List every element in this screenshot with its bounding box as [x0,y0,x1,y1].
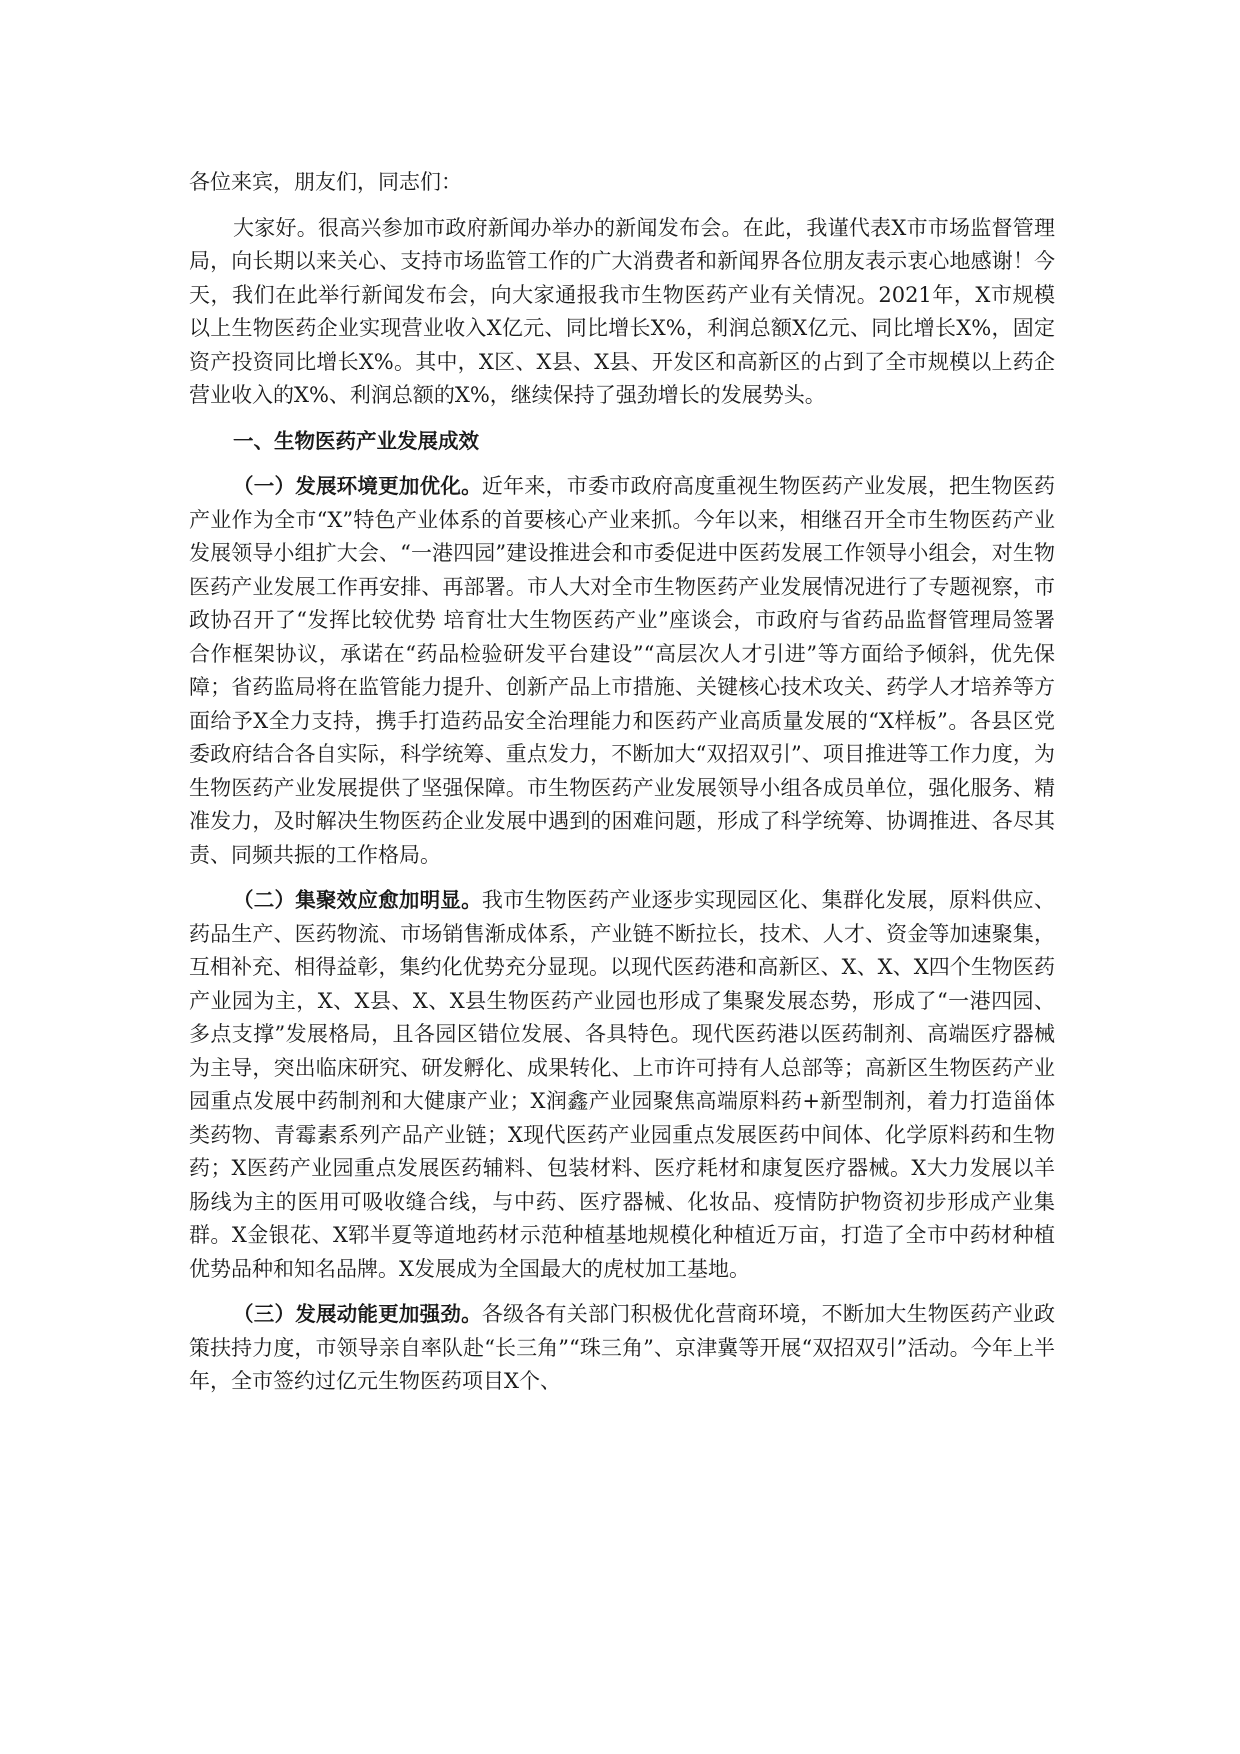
subsection-title-2: （二）集聚效应愈加明显。 [233,888,482,912]
subsection-paragraph-2 [189,884,1055,1286]
subsection-title-1: （一）发展环境更加优化。 [233,474,482,498]
subsection-body-1: 近年来，市委市政府高度重视生物医药产业发展，把生物医药产业作为全市“X”特色产业体系的首要核心产业来抓。今年以来，相继召开全市生物医药产业发展领导小组扩大会、“一港四园”建设推进会和市委促进中医药发展工作领导小组会，对生物医药产业发展工作再安排、再部署。市人大对全市生物医药产业发展情况进行了专题视察，市政协召开了“发挥比较优势 培育壮大生物医药产业”座谈会，市政府与省药品监督管理局签署合作框架协议，承诺在“药品检验研发平台建设”“高层次人才引进”等方面给予倾斜，优先保障；省药监局将在监管能力提升、创新产品上市措施、关键核心技术攻关、药学人才培养等方面给予X全力支持，携手打造药品安全治理能力和医药产业高质量发展的“X样板”。各县区党委政府结合各自实际，科学统筹、重点发力，不断加大“双招双引”、项目推进等工作力度，为生物医药产业发展提供了坚强保障。市生物医药产业发展领导小组各成员单位，强化服务、精准发力，及时解决生物医药企业发展中遇到的困难问题，形成了科学统筹、协调推进、各尽其责、同频共振的工作格局。 [189,474,1055,867]
subsection-paragraph-1 [189,470,1055,872]
subsection-paragraph-3 [189,1298,1055,1399]
subsection-body-3: 各级各有关部门积极优化营商环境，不断加大生物医药产业政策扶持力度，市领导亲自率队赴“长三角”“珠三角”、京津冀等开展“双招双引”活动。今年上半年，全市签约过亿元生物医药项目X个、 [189,1302,1055,1393]
intro-paragraph: 大家好。很高兴参加市政府新闻办举办的新闻发布会。在此，我谨代表X市市场监督管理局，向长期以来关心、支持市场监管工作的广大消费者和新闻界各位朋友表示衷心地感谢！今天，我们在此举行新闻发布会，向大家通报我市生物医药产业有关情况。2021年，X市规模以上生物医药企业实现营业收入X亿元、同比增长X%，利润总额X亿元、同比增长X%，固定资产投资同比增长X%。其中，X区、X县、X县、开发区和高新区的占到了全市规模以上药企营业收入的X%、利润总额的X%，继续保持了强劲增长的发展势头。 [189,215,1055,407]
subsection-body-2: 我市生物医药产业逐步实现园区化、集群化发展，原料供应、药品生产、医药物流、市场销售渐成体系，产业链不断拉长，技术、人才、资金等加速聚集，互相补充、相得益彰，集约化优势充分显现。以现代医药港和高新区、X、X、X四个生物医药产业园为主，X、X县、X、X县生物医药产业园也形成了集聚发展态势，形成了“一港四园、多点支撑”发展格局，且各园区错位发展、各具特色。现代医药港以医药制剂、高端医疗器械为主导，突出临床研究、研发孵化、成果转化、上市许可持有人总部等；高新区生物医药产业园重点发展中药制剂和大健康产业；X润鑫产业园聚焦高端原料药+新型制剂，着力打造甾体类药物、青霉素系列产品产业链；X现代医药产业园重点发展医药中间体、化学原料药和生物药；X医药产业园重点发展医药辅料、包装材料、医疗耗材和康复医疗器械。X大力发展以羊肠线为主的医用可吸收缝合线，与中药、医疗器械、化妆品、疫情防护物资初步形成产业集群。X金银花、X郓半夏等道地药材示范种植基地规模化种植近万亩，打造了全市中药材种植优势品种和知名品牌。X发展成为全国最大的虎杖加工基地。 [189,888,1055,1281]
document-page [189,166,1055,1411]
subsection-title-3: （三）发展动能更加强劲。 [233,1302,482,1326]
greeting: 各位来宾，朋友们，同志们： [189,170,462,194]
section-heading: 一、生物医药产业发展成效 [233,428,479,453]
